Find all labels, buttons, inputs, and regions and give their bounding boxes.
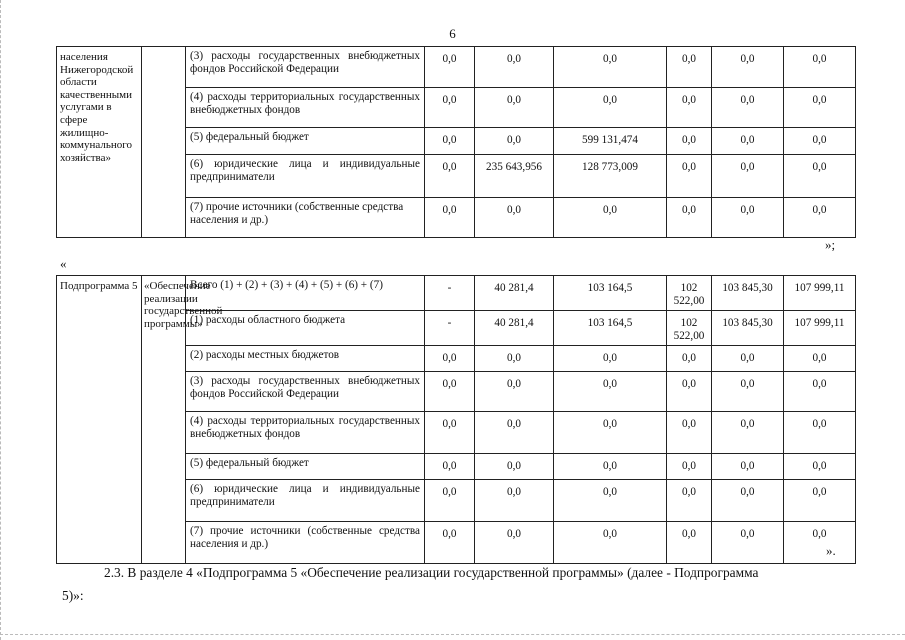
value-cell: 0,0 (784, 128, 856, 155)
row-label: (3) расходы государственных внебюджетных фондов Российской Федерации (186, 47, 425, 88)
value-cell: 0,0 (554, 480, 667, 522)
table-row (57, 276, 856, 311)
value-cell: 0,0 (475, 47, 554, 88)
value-cell: 0,0 (667, 454, 712, 480)
row-label: (7) прочие источники (собственные средства населения и др.) (186, 522, 425, 564)
value-cell: 0,0 (475, 522, 554, 564)
row-label: (3) расходы государственных внебюджетных фондов Российской Федерации (186, 372, 425, 412)
value-cell: 0,0 (554, 198, 667, 238)
subprogram-name-cell: Подпрограмма 5 (57, 276, 142, 564)
value-cell: 102 522,00 (667, 276, 712, 311)
value-cell: - (425, 311, 475, 346)
page-number: 6 (449, 26, 456, 41)
value-cell: 0,0 (784, 412, 856, 454)
value-cell: 102 522,00 (667, 311, 712, 346)
closing-quote: »; (825, 237, 836, 252)
value-cell: 0,0 (475, 198, 554, 238)
subprogram-title-cell: «Обеспечение реализации государственной программы» (142, 276, 186, 564)
row-label: (6) юридические лица и индивидуальные предприниматели (186, 155, 425, 198)
value-cell: 103 164,5 (554, 276, 667, 311)
value-cell: 0,0 (425, 454, 475, 480)
value-cell: 128 773,009 (554, 155, 667, 198)
closing-quote: ». (826, 543, 836, 558)
value-cell: 0,0 (475, 454, 554, 480)
value-cell: 0,0 (784, 372, 856, 412)
value-cell: 0,0 (667, 522, 712, 564)
value-cell: - (425, 276, 475, 311)
value-cell: 0,0 (667, 155, 712, 198)
value-cell: 0,0 (784, 480, 856, 522)
value-cell: 0,0 (784, 155, 856, 198)
table-row (57, 47, 856, 88)
value-cell: 107 999,11 (784, 276, 856, 311)
value-cell: 0,0 (554, 454, 667, 480)
value-cell: 0,0 (425, 88, 475, 128)
value-cell: 0,0 (425, 480, 475, 522)
value-cell: 0,0 (554, 88, 667, 128)
value-cell: 103 164,5 (554, 311, 667, 346)
value-cell: 0,0 (784, 47, 856, 88)
value-cell: 0,0 (712, 454, 784, 480)
funding-table-continued (56, 46, 856, 238)
row-label: (5) федеральный бюджет (186, 454, 425, 480)
value-cell: 0,0 (425, 522, 475, 564)
value-cell: 0,0 (554, 522, 667, 564)
value-cell: 0,0 (784, 346, 856, 372)
value-cell: 40 281,4 (475, 276, 554, 311)
row-label: (5) федеральный бюджет (186, 128, 425, 155)
value-cell: 0,0 (475, 128, 554, 155)
value-cell: 0,0 (667, 412, 712, 454)
subprogram5-table (56, 275, 856, 564)
value-cell: 0,0 (554, 412, 667, 454)
value-cell: 0,0 (667, 372, 712, 412)
value-cell: 0,0 (475, 346, 554, 372)
value-cell: 0,0 (554, 346, 667, 372)
value-cell: 0,0 (712, 480, 784, 522)
value-cell: 0,0 (667, 128, 712, 155)
value-cell: 0,0 (475, 412, 554, 454)
program-name-cell: населения Нижегородской области качественными услугами в сфере жилищно-коммунального хозяйства» (57, 47, 142, 238)
value-cell: 235 643,956 (475, 155, 554, 198)
value-cell: 0,0 (784, 522, 856, 564)
page-bottom-edge (0, 634, 905, 636)
value-cell: 0,0 (712, 155, 784, 198)
value-cell: 0,0 (425, 155, 475, 198)
value-cell: 599 131,474 (554, 128, 667, 155)
value-cell: 0,0 (712, 372, 784, 412)
value-cell: 0,0 (554, 372, 667, 412)
value-cell: 40 281,4 (475, 311, 554, 346)
row-label: (6) юридические лица и индивидуальные предприниматели (186, 480, 425, 522)
value-cell: 0,0 (475, 480, 554, 522)
value-cell: 103 845,30 (712, 276, 784, 311)
row-label: (4) расходы территориальных государственных внебюджетных фондов (186, 88, 425, 128)
page-edge (0, 0, 3, 640)
paragraph-text-end: 5)»: (62, 588, 84, 603)
empty-cell (142, 47, 186, 238)
paragraph-text: 2.3. В разделе 4 «Подпрограмма 5 «Обеспечение реализации государственной программы» (далее - Подпрограмма (104, 565, 759, 580)
value-cell: 0,0 (784, 198, 856, 238)
value-cell: 0,0 (425, 346, 475, 372)
value-cell: 0,0 (784, 88, 856, 128)
value-cell: 0,0 (667, 198, 712, 238)
value-cell: 0,0 (667, 480, 712, 522)
value-cell: 103 845,30 (712, 311, 784, 346)
value-cell: 0,0 (425, 128, 475, 155)
row-label: (2) расходы местных бюджетов (186, 346, 425, 372)
value-cell: 0,0 (712, 128, 784, 155)
value-cell: 0,0 (784, 454, 856, 480)
value-cell: 0,0 (712, 522, 784, 564)
value-cell: 0,0 (425, 372, 475, 412)
value-cell: 0,0 (475, 372, 554, 412)
value-cell: 0,0 (712, 88, 784, 128)
value-cell: 0,0 (712, 346, 784, 372)
value-cell: 0,0 (475, 88, 554, 128)
value-cell: 0,0 (425, 47, 475, 88)
value-cell: 0,0 (712, 198, 784, 238)
value-cell: 0,0 (425, 412, 475, 454)
row-label: (1) расходы областного бюджета (186, 311, 425, 346)
value-cell: 107 999,11 (784, 311, 856, 346)
value-cell: 0,0 (712, 412, 784, 454)
opening-quote: « (60, 256, 67, 271)
row-label: (7) прочие источники (собственные средства населения и др.) (186, 198, 425, 238)
value-cell: 0,0 (667, 88, 712, 128)
row-label: (4) расходы территориальных государственных внебюджетных фондов (186, 412, 425, 454)
value-cell: 0,0 (554, 47, 667, 88)
value-cell: 0,0 (667, 346, 712, 372)
value-cell: 0,0 (712, 47, 784, 88)
value-cell: 0,0 (425, 198, 475, 238)
row-label: Всего (1) + (2) + (3) + (4) + (5) + (6) + (7) (186, 276, 425, 311)
value-cell: 0,0 (667, 47, 712, 88)
